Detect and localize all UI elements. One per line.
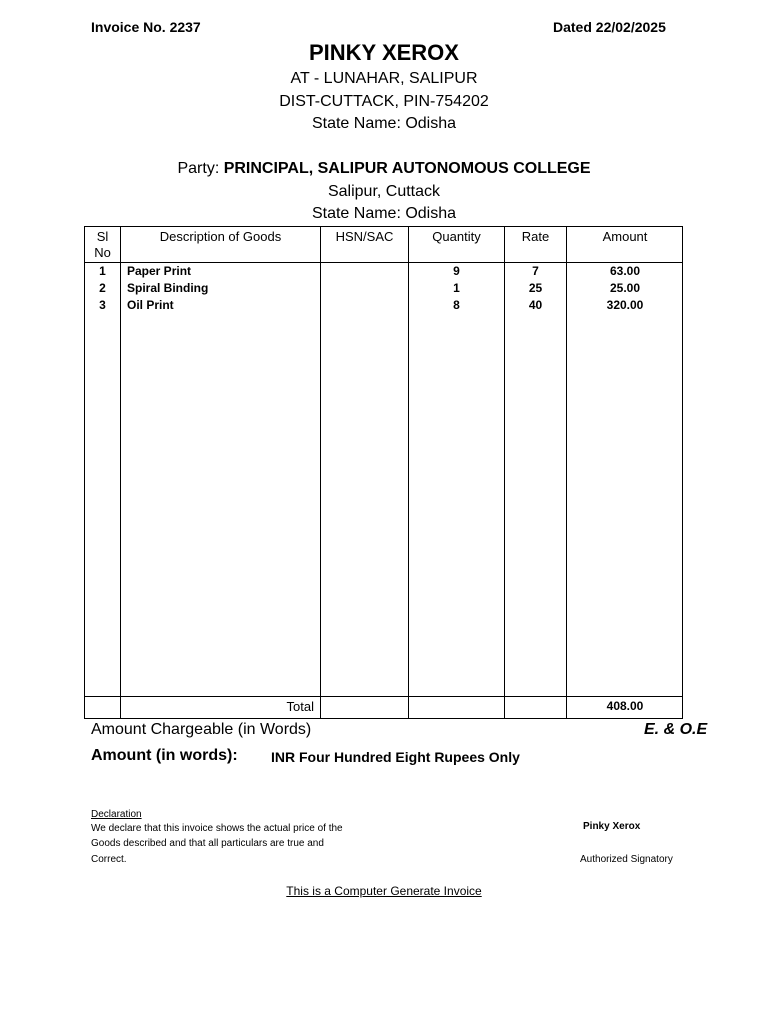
signatory-label: Authorized Signatory xyxy=(580,854,673,865)
row-sl: 1 xyxy=(99,264,106,278)
signatory-name: Pinky Xerox xyxy=(583,821,641,832)
seller-address-line2: DIST-CUTTACK, PIN-754202 xyxy=(279,93,489,110)
header-sl-no: Sl No xyxy=(94,229,111,260)
row-amount: 320.00 xyxy=(606,298,644,312)
col-divider xyxy=(120,227,121,718)
row-sl: 3 xyxy=(99,298,106,312)
declaration-line1: We declare that this invoice shows the actual price of the xyxy=(91,823,343,834)
row-rate: 25 xyxy=(528,281,543,295)
total-divider xyxy=(85,696,682,697)
header-quantity: Quantity xyxy=(432,229,481,244)
party-line xyxy=(0,160,768,178)
amount-words-value: INR Four Hundred Eight Rupees Only xyxy=(271,749,520,765)
header-amount: Amount xyxy=(602,229,648,244)
row-quantity: 8 xyxy=(453,298,460,312)
amount-chargeable-label: Amount Chargeable (in Words) xyxy=(91,721,312,738)
row-description: Spiral Binding xyxy=(127,281,209,295)
row-amount: 63.00 xyxy=(609,264,641,278)
row-rate: 7 xyxy=(532,264,539,278)
row-amount: 25.00 xyxy=(609,281,641,295)
invoice-number: Invoice No. 2237 xyxy=(91,19,201,35)
party-prefix: Party: xyxy=(177,160,224,177)
party-address: Salipur, Cuttack xyxy=(327,183,441,200)
declaration-line3: Correct. xyxy=(91,854,127,865)
seller-state: State Name: Odisha xyxy=(311,115,457,132)
row-description: Oil Print xyxy=(127,298,174,312)
header-hsn: HSN/SAC xyxy=(335,229,394,244)
row-description: Paper Print xyxy=(127,264,192,278)
total-label: Total xyxy=(286,699,314,714)
party-name: PRINCIPAL, SALIPUR AUTONOMOUS COLLEGE xyxy=(223,160,591,177)
party-state: State Name: Odisha xyxy=(311,205,457,222)
footer-note: This is a Computer Generate Invoice xyxy=(286,884,482,898)
amount-words-label: Amount (in words): xyxy=(91,747,238,764)
header-description: Description of Goods xyxy=(159,229,282,244)
declaration-heading: Declaration xyxy=(91,809,142,820)
row-quantity: 9 xyxy=(453,264,460,278)
row-rate: 40 xyxy=(528,298,543,312)
invoice-date: Dated 22/02/2025 xyxy=(553,19,666,35)
seller-address-line1: AT - LUNAHAR, SALIPUR xyxy=(290,70,478,87)
row-sl: 2 xyxy=(99,281,106,295)
eoe-note: E. & O.E xyxy=(644,721,708,738)
total-amount: 408.00 xyxy=(606,699,644,713)
col-divider xyxy=(320,227,321,718)
seller-name: PINKY XEROX xyxy=(309,40,459,65)
declaration-line2: Goods described and that all particulars are true and xyxy=(91,838,324,849)
row-quantity: 1 xyxy=(453,281,460,295)
items-table xyxy=(84,226,683,719)
header-rate: Rate xyxy=(521,229,550,244)
